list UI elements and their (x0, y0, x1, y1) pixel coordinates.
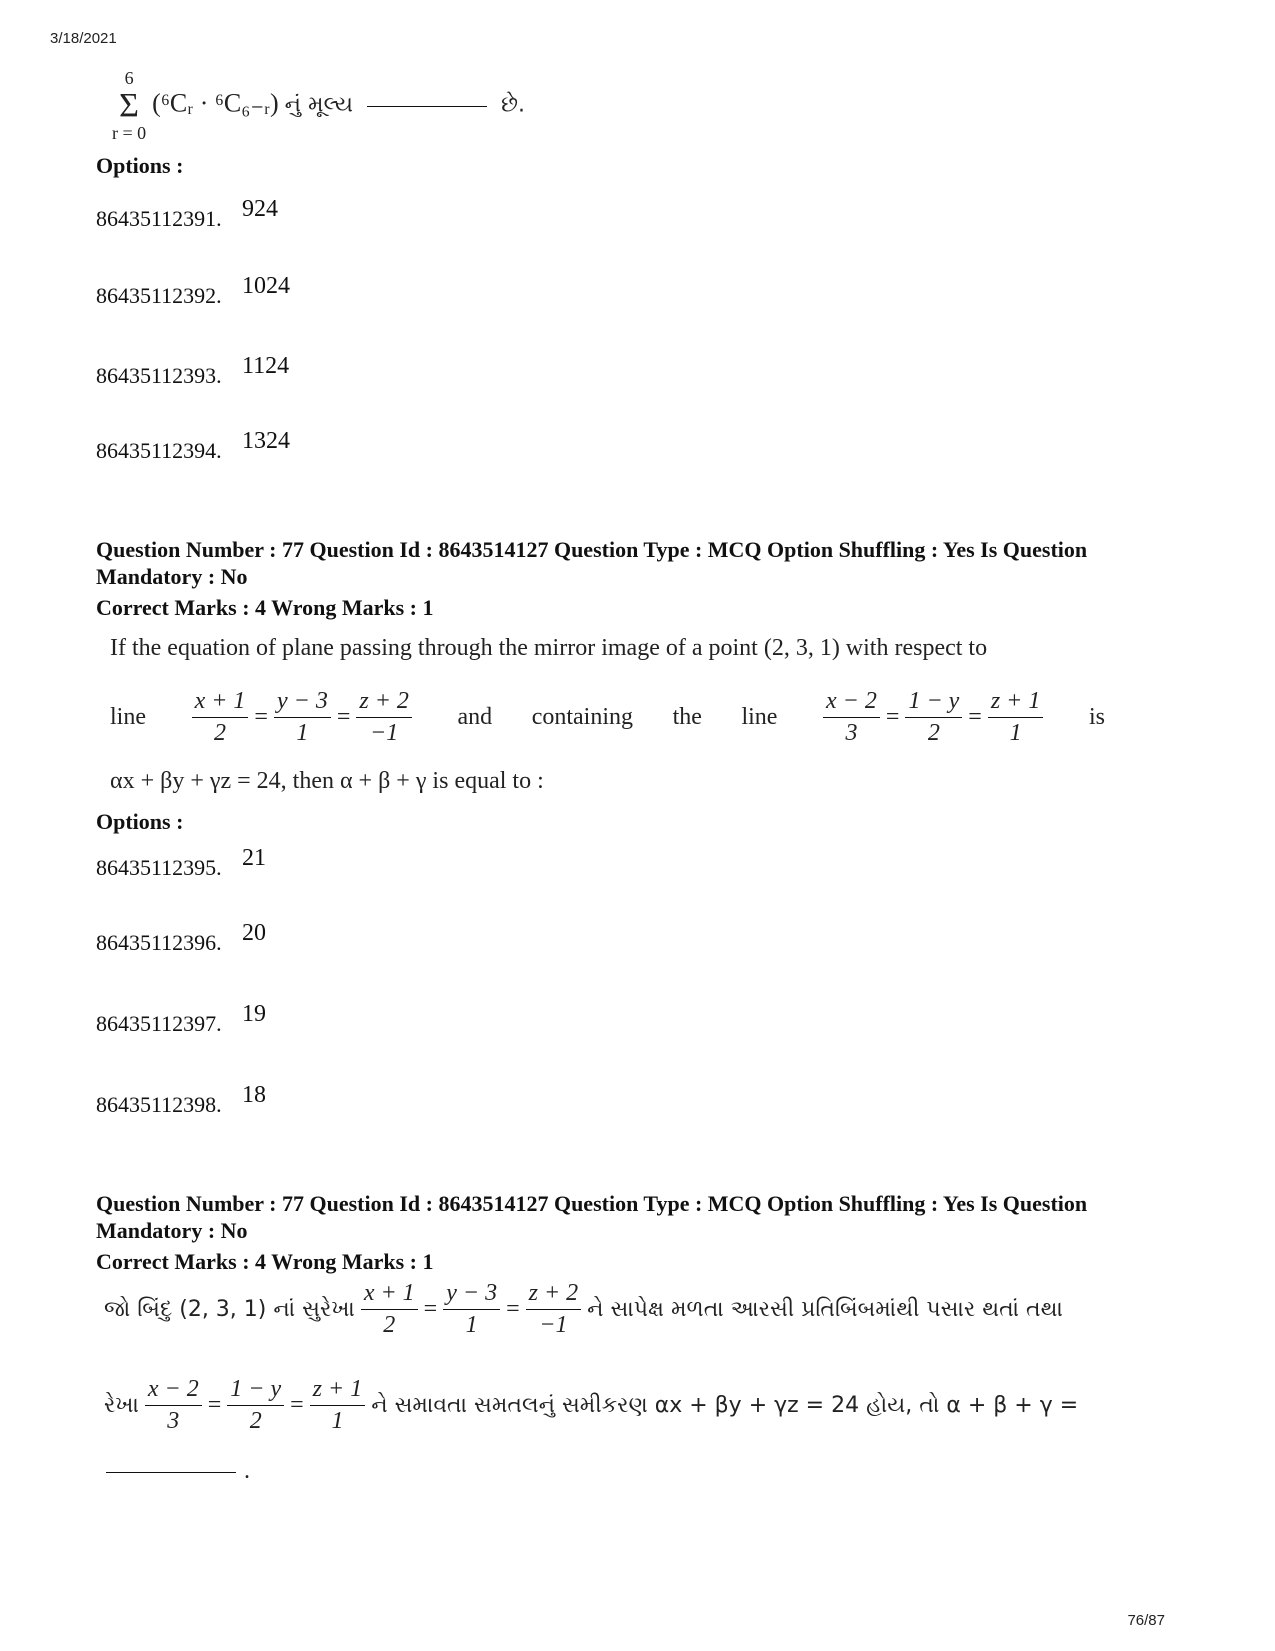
q77-gu-line1: જો બિંદુ (2, 3, 1) નાં સુરેખા $\frac{x + 1}{2}$ = $\frac{y - 3}{1}$ = $\frac{z + 2}{-1}$ ને સાપેક્ષ મળતા આરસી પ્રતિબિંબમાંથી પસાર થતાં તથા (104, 1280, 1063, 1338)
option-row[interactable] (96, 353, 290, 390)
option-row[interactable] (96, 845, 266, 882)
q77-line1: If the equation of plane passing through the mirror image of a point (2, 3, 1) with respect to (110, 635, 988, 661)
fraction: $\frac{1 - y}{2}$ (905, 688, 962, 747)
option-value: 1324 (242, 428, 290, 454)
option-row[interactable] (96, 1001, 266, 1038)
fraction: $\frac{1 - y}{2}$ (227, 1376, 284, 1435)
option-value: 924 (242, 196, 278, 222)
q77-line2: line $\frac{x + 1}{2}$ = $\frac{y - 3}{1}$ = $\frac{z + 2}{-1}$ and containing the line $\frac{x - 2}{3}$ = $\frac{1 - y}{2}$ = $\frac{z + 1}{1}$ is (110, 688, 1105, 746)
option-row[interactable] (96, 920, 266, 957)
option-id: 86435112391. (96, 206, 222, 231)
answer-blank (367, 105, 487, 107)
fraction: $\frac{y - 3}{1}$ (443, 1280, 500, 1339)
fraction: $\frac{x + 1}{2}$ (361, 1280, 418, 1339)
q77-gu-answer-blank: . (104, 1458, 250, 1485)
option-row[interactable] (96, 273, 290, 310)
option-row[interactable] (96, 428, 290, 465)
option-value: 1124 (242, 353, 290, 379)
combination-expression: (⁶Cᵣ · ⁶C₆₋ᵣ) (152, 88, 279, 118)
option-value: 18 (242, 1082, 266, 1108)
print-date: 3/18/2021 (50, 30, 117, 47)
q77-line3: αx + βy + γz = 24, then α + β + γ is equal to : (110, 768, 544, 794)
option-id: 86435112392. (96, 283, 222, 308)
option-id: 86435112395. (96, 855, 222, 880)
q76-statement (112, 68, 525, 144)
q77-gu-meta: Question Number : 77 Question Id : 8643514127 Question Type : MCQ Option Shuffling : Yes Is Question Mandatory : No (96, 1191, 1088, 1243)
fraction: $\frac{x - 2}{3}$ (145, 1376, 202, 1435)
option-id: 86435112394. (96, 438, 222, 463)
q77-meta: Question Number : 77 Question Id : 8643514127 Question Type : MCQ Option Shuffling : Yes Is Question Mandatory : No (96, 537, 1088, 589)
option-id: 86435112397. (96, 1011, 222, 1036)
fraction: $\frac{z + 1}{1}$ (310, 1376, 366, 1435)
option-id: 86435112393. (96, 363, 222, 388)
fraction: $\frac{z + 1}{1}$ (988, 688, 1044, 747)
option-value: 20 (242, 920, 266, 946)
fraction: $\frac{z + 2}{-1}$ (526, 1280, 582, 1339)
q77-marks: Correct Marks : 4 Wrong Marks : 1 (96, 595, 434, 620)
option-id: 86435112396. (96, 930, 222, 955)
q77-gu-line2: રેખા $\frac{x - 2}{3}$ = $\frac{1 - y}{2}$ = $\frac{z + 1}{1}$ ને સમાવતા સમતલનું સમીકરણ αx + βy + γz = 24 હોય, તો α + β + γ = (104, 1376, 1079, 1434)
fraction: $\frac{z + 2}{-1}$ (356, 688, 412, 747)
option-value: 21 (242, 845, 266, 871)
page-number: 76/87 (1127, 1612, 1165, 1629)
option-id: 86435112398. (96, 1092, 222, 1117)
fraction: $\frac{y - 3}{1}$ (274, 688, 331, 747)
fraction: $\frac{x + 1}{2}$ (192, 688, 249, 747)
q76-text: નું મૂલ્ય (284, 92, 354, 118)
options-heading: Options : (96, 809, 184, 834)
option-row[interactable] (96, 196, 278, 233)
option-value: 19 (242, 1001, 266, 1027)
option-value: 1024 (242, 273, 290, 299)
q76-end: છે. (501, 92, 526, 118)
summation: 6 Σ r = 0 (112, 68, 147, 143)
answer-blank (106, 1471, 236, 1473)
option-row[interactable] (96, 1082, 266, 1119)
fraction: $\frac{x - 2}{3}$ (823, 688, 880, 747)
q77-gu-marks: Correct Marks : 4 Wrong Marks : 1 (96, 1249, 434, 1274)
options-heading: Options : (96, 153, 184, 178)
